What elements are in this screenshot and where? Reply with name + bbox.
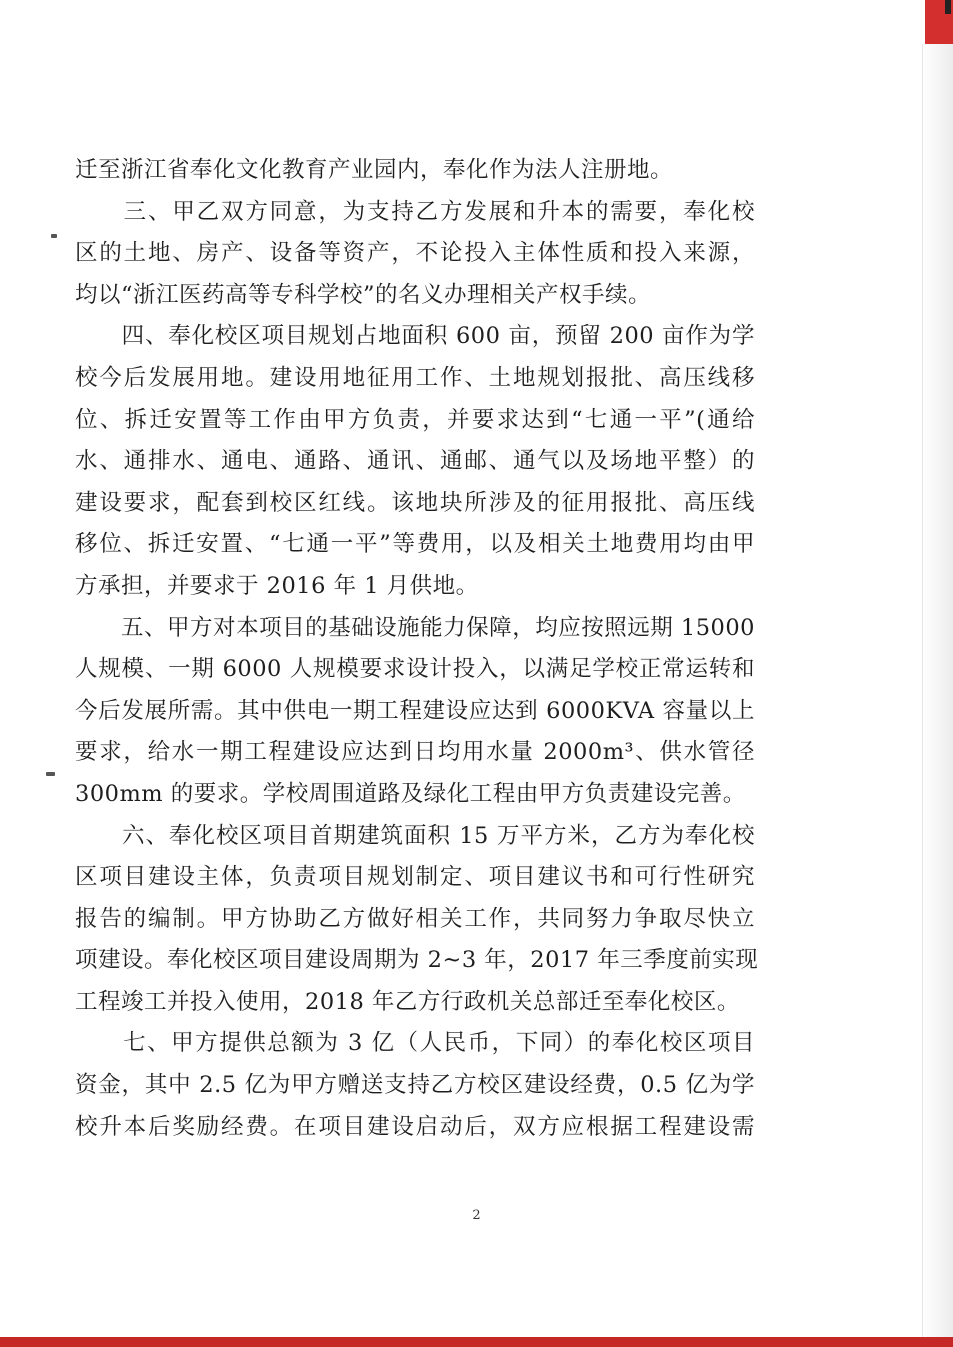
scan-speck [51, 234, 57, 238]
text-line: 资金，其中 2.5 亿为甲方赠送支持乙方校区建设经费，0.5 亿为学 [75, 1072, 755, 1099]
text-line: 迁至浙江省奉化文化教育产业园内，奉化作为法人注册地。 [75, 157, 674, 183]
text-line: 区的土地、房产、设备等资产，不论投入主体性质和投入来源， [75, 240, 755, 267]
text-line: 水、通排水、通电、通路、通讯、通邮、通气以及场地平整）的 [75, 448, 755, 475]
page-number: 2 [472, 1208, 481, 1223]
text-line: 建设要求，配套到校区红线。该地块所涉及的征用报批、高压线 [75, 489, 755, 516]
text-line: 项建设。奉化校区项目建设周期为 2~3 年，2017 年三季度前实现 [75, 947, 759, 974]
text-line: 校升本后奖励经费。在项目建设启动后，双方应根据工程建设需 [75, 1113, 755, 1140]
text-line: 人规模、一期 6000 人规模要求设计投入，以满足学校正常运转和 [75, 656, 755, 683]
scan-edge [921, 0, 953, 1347]
text-line: 校今后发展用地。建设用地征用工作、土地规划报批、高压线移 [75, 364, 755, 391]
document-body [75, 150, 759, 1148]
text-line: 区项目建设主体，负责项目规划制定、项目建议书和可行性研究 [75, 864, 755, 891]
text-line: 七、甲方提供总额为 3 亿（人民币，下同）的奉化校区项目 [75, 1030, 755, 1057]
text-line: 移位、拆迁安置、“七通一平”等费用，以及相关土地费用均由甲 [75, 531, 755, 558]
scan-speck [46, 772, 55, 776]
text-line: 报告的编制。甲方协助乙方做好相关工作，共同努力争取尽快立 [75, 905, 755, 932]
text-line: 工程竣工并投入使用，2018 年乙方行政机关总部迁至奉化校区。 [75, 988, 740, 1015]
text-line: 五、甲方对本项目的基础设施能力保障，均应按照远期 15000 [75, 614, 755, 641]
text-line: 300mm 的要求。学校周围道路及绿化工程由甲方负责建设完善。 [75, 780, 746, 807]
text-line: 方承担，并要求于 2016 年 1 月供地。 [75, 572, 479, 599]
text-line: 今后发展所需。其中供电一期工程建设应达到 6000KVA 容量以上 [75, 697, 755, 724]
scan-corner-mark [945, 0, 951, 14]
text-line: 位、拆迁安置等工作由甲方负责，并要求达到“七通一平”(通给 [75, 406, 755, 433]
text-line: 六、奉化校区项目首期建筑面积 15 万平方米，乙方为奉化校 [75, 822, 755, 849]
scan-line [922, 0, 923, 1347]
text-line: 均以“浙江医药高等专科学校”的名义办理相关产权手续。 [75, 281, 652, 308]
text-line: 要求，给水一期工程建设应达到日均用水量 2000m³、供水管径 [75, 739, 755, 766]
text-line: 三、甲乙双方同意，为支持乙方发展和升本的需要，奉化校 [75, 198, 755, 225]
text-line: 四、奉化校区项目规划占地面积 600 亩，预留 200 亩作为学 [75, 323, 755, 350]
red-binding-bottom [0, 1337, 953, 1347]
